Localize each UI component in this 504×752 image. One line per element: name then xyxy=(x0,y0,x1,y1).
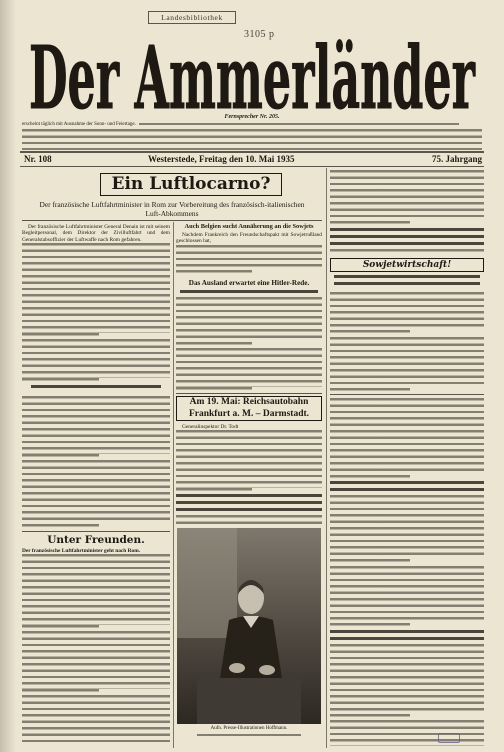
illegible-text-lines xyxy=(176,245,322,271)
illegible-text-lines xyxy=(22,631,170,689)
hitler-speech-headline: Das Ausland erwartet eine Hitler-Rede. xyxy=(188,279,310,287)
illegible-text-lines xyxy=(22,695,170,746)
illegible-subheading xyxy=(31,385,161,389)
illegible-text-lines xyxy=(176,270,252,276)
lead-subtitle-line1: Der französische Luftfahrtminister in Rom zur Vorbereitung des französisch-italienischen xyxy=(39,200,305,209)
illegible-text-lines xyxy=(22,339,170,377)
lead-rule xyxy=(22,220,322,221)
right-article-top xyxy=(330,170,484,256)
autobahn-intro: Generalinspektor Dr. Todt xyxy=(182,424,239,430)
belgium-intro: Nachdem Frankreich den Freundschaftspakt mit Sowjetrußland geschlossen hat, xyxy=(176,232,322,245)
autobahn-headline-box xyxy=(176,396,322,421)
column-rule xyxy=(326,168,327,748)
illegible-text-lines xyxy=(22,396,170,454)
illegible-text-lines xyxy=(22,524,99,528)
soviet-article xyxy=(330,292,484,391)
illegible-text-lines xyxy=(330,337,484,388)
imprint-fine-print xyxy=(22,122,482,150)
column-rule xyxy=(173,222,174,748)
illegible-text-lines xyxy=(330,720,484,746)
autobahn-article xyxy=(176,424,322,525)
soviet-headline: Sowjetwirtschaft! xyxy=(330,258,484,272)
illegible-text-lines xyxy=(330,388,410,391)
masthead xyxy=(0,38,504,118)
friends-headline: Unter Freunden. xyxy=(47,534,145,546)
right-article-bottom xyxy=(330,398,484,746)
illegible-bold-lines xyxy=(176,494,322,515)
illegible-text-lines xyxy=(176,430,322,488)
illegible-text-lines xyxy=(330,495,484,559)
autobahn-headline-line2: Frankfurt a. M. – Darmstadt. xyxy=(188,408,310,419)
belgium-headline: Auch Belgien sucht Annäherung an die Sowjets xyxy=(184,223,314,230)
issue-number: Nr. 108 xyxy=(24,154,52,164)
newspaper-title: Der Ammerländer xyxy=(29,38,476,118)
news-photo xyxy=(177,528,321,724)
shelfmark: 3105 p xyxy=(244,29,275,40)
lead-article-column xyxy=(22,224,170,382)
illegible-text-lines xyxy=(197,734,301,736)
autobahn-headline-line1: Am 19. Mai: Reichsautobahn xyxy=(189,397,309,407)
lead-article-intro: Der französische Luftfahrtminister General Denain ist mit seinem Begleitpersonal, dem Direktor der Zivilluftfahrt und dem Generalstabsoffizier der Luftwaffe nach Rom gefahren. xyxy=(22,224,170,243)
lead-article-continued xyxy=(22,396,170,528)
lead-headline: Ein Luftlocarno? xyxy=(100,173,282,196)
illegible-text-lines xyxy=(330,398,484,475)
illegible-text-lines xyxy=(330,566,484,624)
illegible-text-lines xyxy=(22,129,482,150)
illegible-bold-lines xyxy=(330,228,484,249)
archive-stamp xyxy=(438,733,460,743)
illegible-bold-lines xyxy=(330,481,484,495)
illegible-bold-lines xyxy=(330,630,484,644)
illegible-text-lines xyxy=(22,243,170,333)
place-and-date: Westerstede, Freitag den 10. Mai 1935 xyxy=(148,154,295,164)
illegible-text-lines xyxy=(22,378,99,382)
hitler-speech-article xyxy=(176,297,322,391)
illegible-subheading xyxy=(180,290,318,293)
illegible-text-lines xyxy=(330,249,484,255)
photo-caption: Aufn. Presse-Illustrationen Hoffmann. xyxy=(210,726,288,731)
section-rule xyxy=(176,393,322,394)
illegible-text-lines xyxy=(176,348,322,386)
illegible-text-lines xyxy=(330,644,484,714)
illegible-subheading xyxy=(334,275,480,288)
illegible-text-lines xyxy=(139,123,459,125)
dateline-rule-bottom xyxy=(20,166,484,167)
illegible-text-lines xyxy=(176,297,322,342)
volume-year: 75. Jahrgang xyxy=(431,154,482,164)
illegible-text-lines xyxy=(330,170,484,221)
imprint-text: erscheint täglich mit Ausnahme der Sonn- und Feiertage. xyxy=(22,122,136,127)
library-stamp: Landesbibliothek xyxy=(148,11,236,24)
section-rule xyxy=(22,531,170,532)
illegible-text-lines xyxy=(176,387,252,391)
phone-number: Fernsprecher Nr. 205. xyxy=(224,114,280,120)
illegible-text-lines xyxy=(22,460,170,524)
section-rule xyxy=(330,394,484,395)
illegible-text-lines xyxy=(330,292,484,330)
dateline-rule-top xyxy=(20,151,484,153)
illegible-text-lines xyxy=(176,515,322,525)
lead-subtitle-line2: Luft-Abkommens xyxy=(145,209,199,218)
illegible-text-lines xyxy=(22,554,170,624)
friends-article xyxy=(22,548,170,748)
friends-deck: Der französische Luftfahrtminister geht nach Rom. xyxy=(22,548,141,554)
belgium-article xyxy=(176,232,322,276)
